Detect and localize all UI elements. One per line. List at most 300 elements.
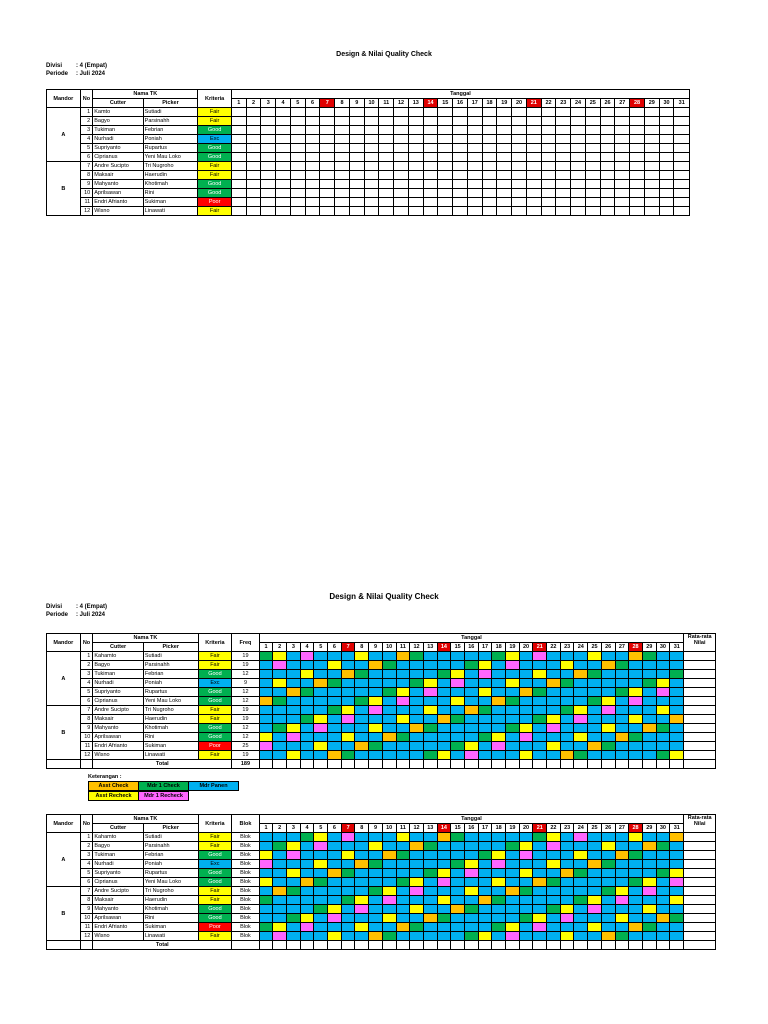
day-cell	[547, 851, 561, 860]
day-cell	[533, 860, 547, 869]
day-header-28: 28	[630, 99, 645, 108]
picker-cell: Parsinahh	[143, 842, 198, 851]
day-cell	[290, 117, 305, 126]
day-cell	[526, 189, 541, 198]
day-cell	[382, 932, 396, 941]
day-cell	[464, 742, 478, 751]
day-cell	[314, 670, 328, 679]
day-cell	[355, 688, 369, 697]
table-row	[47, 914, 716, 923]
day-cell	[533, 724, 547, 733]
day-cell	[438, 153, 453, 162]
day-cell	[328, 733, 342, 742]
picker-cell: Poniah	[143, 679, 198, 688]
day-cell	[526, 171, 541, 180]
rata-cell	[684, 833, 716, 842]
day-cell	[533, 688, 547, 697]
day-cell	[423, 670, 437, 679]
total-label: Total	[93, 760, 232, 769]
day-cell	[423, 869, 437, 878]
day-cell	[273, 742, 287, 751]
day-header-28: 28	[629, 824, 643, 833]
day-cell	[615, 108, 630, 117]
day-cell	[355, 706, 369, 715]
rata-cell	[684, 661, 716, 670]
day-cell	[335, 189, 350, 198]
day-cell	[656, 833, 670, 842]
cutter-header: Cutter	[93, 643, 144, 652]
day-cell	[497, 153, 512, 162]
day-cell	[560, 851, 574, 860]
day-cell	[300, 932, 314, 941]
day-cell	[519, 914, 533, 923]
day-cell	[320, 162, 335, 171]
header-row-bottom	[47, 643, 716, 652]
day-cell	[320, 135, 335, 144]
day-header-26: 26	[601, 643, 615, 652]
cutter-cell: Bagyo	[93, 117, 143, 126]
day-cell	[464, 842, 478, 851]
day-cell	[467, 144, 482, 153]
legend-item: Asst Recheck	[88, 791, 139, 801]
divisi-label: Divisi	[46, 604, 63, 610]
day-cell	[259, 869, 273, 878]
rata-cell	[684, 860, 716, 869]
legend-item: Mdr 1 Recheck	[138, 791, 189, 801]
day-cell	[453, 153, 468, 162]
day-cell	[571, 162, 586, 171]
day-cell	[533, 923, 547, 932]
day-cell	[273, 878, 287, 887]
day-cell	[674, 198, 690, 207]
day-header-27: 27	[615, 99, 630, 108]
cutter-cell: Wisno	[93, 751, 144, 760]
day-cell	[497, 189, 512, 198]
day-header-15: 15	[438, 99, 453, 108]
day-header-16: 16	[453, 99, 468, 108]
rata-cell	[684, 742, 716, 751]
day-cell	[629, 833, 643, 842]
day-cell	[379, 117, 394, 126]
day-cell	[560, 896, 574, 905]
day-cell	[410, 652, 424, 661]
day-cell	[231, 171, 246, 180]
kriteria-cell: Fair	[198, 751, 232, 760]
no-cell: 4	[80, 135, 93, 144]
rata-cell	[684, 706, 716, 715]
day-cell	[410, 742, 424, 751]
day-cell	[478, 860, 492, 869]
no-cell: 3	[80, 126, 93, 135]
day-cell	[526, 126, 541, 135]
day-cell	[560, 733, 574, 742]
day-cell	[478, 652, 492, 661]
day-cell	[630, 108, 645, 117]
day-cell	[438, 162, 453, 171]
day-cell	[519, 932, 533, 941]
day-cell	[305, 117, 320, 126]
day-header-17: 17	[478, 643, 492, 652]
day-cell	[273, 833, 287, 842]
day-cell	[670, 914, 684, 923]
day-cell	[506, 887, 520, 896]
day-cell	[574, 869, 588, 878]
day-cell	[674, 162, 690, 171]
cutter-cell: Ciprianus	[93, 878, 144, 887]
day-cell	[615, 117, 630, 126]
periode-value: : Juli 2024	[76, 71, 106, 77]
day-cell	[259, 652, 273, 661]
day-cell	[369, 896, 383, 905]
table-row	[47, 697, 716, 706]
day-header-21: 21	[526, 99, 541, 108]
day-cell	[659, 171, 674, 180]
day-header-22: 22	[547, 643, 561, 652]
day-cell	[328, 851, 342, 860]
rata-cell	[684, 941, 716, 950]
day-cell	[615, 742, 629, 751]
day-cell	[642, 869, 656, 878]
day-cell	[478, 733, 492, 742]
day-cell	[273, 697, 287, 706]
day-cell	[410, 860, 424, 869]
day-cell	[341, 923, 355, 932]
day-cell	[615, 941, 629, 950]
day-cell	[642, 833, 656, 842]
day-cell	[287, 905, 301, 914]
day-cell	[320, 198, 335, 207]
day-cell	[287, 715, 301, 724]
picker-cell: Rupartus	[143, 869, 198, 878]
kriteria-cell: Good	[198, 724, 232, 733]
day-cell	[601, 697, 615, 706]
rata-rata-header: Rata-rata Nilai	[684, 634, 716, 652]
day-cell	[519, 941, 533, 950]
day-cell	[423, 688, 437, 697]
day-cell	[273, 688, 287, 697]
day-cell	[314, 652, 328, 661]
blok-cell: Blok	[232, 833, 259, 842]
day-cell	[369, 878, 383, 887]
day-cell	[410, 661, 424, 670]
day-cell	[506, 905, 520, 914]
day-cell	[601, 742, 615, 751]
day-cell	[629, 851, 643, 860]
day-cell	[533, 652, 547, 661]
day-cell	[478, 896, 492, 905]
day-cell	[382, 661, 396, 670]
day-cell	[396, 715, 410, 724]
day-cell	[644, 108, 659, 117]
day-cell	[379, 126, 394, 135]
day-cell	[629, 760, 643, 769]
day-cell	[314, 941, 328, 950]
day-cell	[482, 108, 497, 117]
day-cell	[246, 117, 261, 126]
day-header-31: 31	[670, 643, 684, 652]
day-cell	[355, 932, 369, 941]
day-cell	[615, 905, 629, 914]
day-cell	[519, 733, 533, 742]
day-cell	[615, 162, 630, 171]
day-cell	[492, 760, 506, 769]
day-cell	[571, 108, 586, 117]
day-cell	[355, 661, 369, 670]
day-cell	[492, 914, 506, 923]
day-cell	[526, 180, 541, 189]
day-cell	[478, 842, 492, 851]
day-header-21: 21	[533, 824, 547, 833]
rata-cell	[684, 652, 716, 661]
day-cell	[526, 135, 541, 144]
kriteria-cell: Fair	[198, 932, 232, 941]
day-cell	[355, 896, 369, 905]
day-cell	[259, 923, 273, 932]
day-cell	[300, 670, 314, 679]
day-cell	[574, 932, 588, 941]
kriteria-cell: Fair	[198, 171, 232, 180]
day-cell	[574, 878, 588, 887]
day-cell	[290, 108, 305, 117]
day-cell	[276, 189, 291, 198]
rata-cell	[684, 914, 716, 923]
cutter-cell: Mahyanto	[93, 724, 144, 733]
day-cell	[423, 189, 438, 198]
day-cell	[328, 860, 342, 869]
day-cell	[437, 896, 451, 905]
day-cell	[314, 724, 328, 733]
day-cell	[519, 652, 533, 661]
day-cell	[585, 108, 600, 117]
day-cell	[246, 135, 261, 144]
freq-cell: 19	[232, 706, 259, 715]
day-cell	[541, 189, 556, 198]
day-cell	[588, 706, 602, 715]
table-row	[47, 932, 716, 941]
day-cell	[615, 869, 629, 878]
day-cell	[600, 153, 615, 162]
day-cell	[644, 144, 659, 153]
day-cell	[314, 932, 328, 941]
day-cell	[464, 715, 478, 724]
page-title-1: Design & Nilai Quality Check	[336, 51, 432, 58]
day-cell	[492, 842, 506, 851]
day-cell	[369, 661, 383, 670]
day-cell	[369, 706, 383, 715]
day-cell	[300, 869, 314, 878]
picker-cell: Rini	[143, 914, 198, 923]
day-cell	[320, 144, 335, 153]
blok-cell: Blok	[232, 869, 259, 878]
day-cell	[423, 751, 437, 760]
day-cell	[261, 126, 276, 135]
day-cell	[615, 706, 629, 715]
day-cell	[464, 688, 478, 697]
day-cell	[300, 878, 314, 887]
day-cell	[674, 153, 690, 162]
day-cell	[396, 905, 410, 914]
day-cell	[629, 679, 643, 688]
picker-cell: Parsinahh	[143, 117, 198, 126]
cutter-cell: Endri Afrianto	[93, 923, 144, 932]
day-cell	[335, 171, 350, 180]
day-cell	[560, 914, 574, 923]
day-cell	[601, 923, 615, 932]
day-cell	[506, 697, 520, 706]
day-cell	[478, 760, 492, 769]
no-cell: 5	[80, 688, 93, 697]
day-cell	[482, 171, 497, 180]
day-cell	[560, 860, 574, 869]
day-cell	[437, 733, 451, 742]
day-cell	[588, 715, 602, 724]
day-cell	[314, 905, 328, 914]
kriteria-cell: Exc	[198, 679, 232, 688]
day-cell	[547, 905, 561, 914]
table-row	[47, 117, 690, 126]
day-cell	[492, 652, 506, 661]
day-cell	[506, 724, 520, 733]
day-cell	[305, 135, 320, 144]
day-cell	[300, 751, 314, 760]
day-cell	[379, 207, 394, 216]
day-cell	[349, 153, 364, 162]
total-blank	[47, 760, 81, 769]
day-cell	[355, 923, 369, 932]
day-cell	[464, 869, 478, 878]
day-cell	[259, 860, 273, 869]
table-row	[47, 833, 716, 842]
total-blank	[80, 941, 93, 950]
day-cell	[423, 833, 437, 842]
day-cell	[305, 108, 320, 117]
day-header-12: 12	[410, 643, 424, 652]
day-cell	[355, 833, 369, 842]
kriteria-cell: Fair	[198, 117, 232, 126]
day-header-14: 14	[423, 99, 438, 108]
day-cell	[644, 180, 659, 189]
day-cell	[382, 751, 396, 760]
day-cell	[506, 878, 520, 887]
no-cell: 10	[80, 189, 93, 198]
day-cell	[601, 833, 615, 842]
day-header-19: 19	[506, 643, 520, 652]
day-cell	[423, 135, 438, 144]
kriteria-cell: Fair	[198, 715, 232, 724]
mandor-cell: B	[47, 162, 81, 216]
mandor-cell: A	[47, 833, 81, 887]
day-cell	[259, 760, 273, 769]
day-cell	[451, 652, 465, 661]
day-cell	[231, 135, 246, 144]
day-header-4: 4	[276, 99, 291, 108]
day-cell	[585, 189, 600, 198]
day-cell	[314, 751, 328, 760]
kriteria-cell: Good	[198, 153, 232, 162]
day-cell	[512, 180, 527, 189]
day-cell	[615, 914, 629, 923]
day-cell	[492, 661, 506, 670]
day-header-2: 2	[273, 824, 287, 833]
day-header-13: 13	[423, 824, 437, 833]
day-cell	[585, 207, 600, 216]
day-header-23: 23	[556, 99, 571, 108]
day-cell	[273, 914, 287, 923]
no-cell: 1	[80, 108, 93, 117]
day-cell	[364, 153, 379, 162]
day-cell	[519, 760, 533, 769]
day-cell	[674, 189, 690, 198]
day-cell	[259, 842, 273, 851]
day-cell	[335, 207, 350, 216]
day-cell	[382, 833, 396, 842]
kriteria-cell: Poor	[198, 923, 232, 932]
day-header-22: 22	[547, 824, 561, 833]
day-cell	[526, 162, 541, 171]
day-cell	[379, 162, 394, 171]
day-cell	[492, 706, 506, 715]
day-cell	[231, 189, 246, 198]
day-cell	[369, 742, 383, 751]
freq-cell: 19	[232, 715, 259, 724]
day-cell	[547, 652, 561, 661]
day-cell	[328, 905, 342, 914]
day-cell	[408, 189, 423, 198]
day-cell	[261, 189, 276, 198]
no-cell: 4	[80, 860, 93, 869]
day-cell	[547, 860, 561, 869]
day-cell	[506, 670, 520, 679]
day-cell	[629, 724, 643, 733]
kriteria-cell: Fair	[198, 896, 232, 905]
day-cell	[423, 706, 437, 715]
day-cell	[410, 878, 424, 887]
day-cell	[437, 679, 451, 688]
day-cell	[464, 887, 478, 896]
day-cell	[423, 760, 437, 769]
day-cell	[615, 144, 630, 153]
table-row	[47, 851, 716, 860]
day-cell	[451, 706, 465, 715]
day-cell	[438, 207, 453, 216]
day-cell	[300, 733, 314, 742]
day-cell	[451, 688, 465, 697]
day-cell	[453, 207, 468, 216]
day-cell	[574, 914, 588, 923]
day-cell	[396, 914, 410, 923]
day-cell	[574, 661, 588, 670]
day-cell	[600, 144, 615, 153]
day-cell	[659, 189, 674, 198]
day-cell	[355, 842, 369, 851]
day-cell	[305, 198, 320, 207]
day-cell	[259, 697, 273, 706]
cutter-cell: Andre Sucipto	[93, 162, 143, 171]
table-row	[47, 126, 690, 135]
day-header-3: 3	[261, 99, 276, 108]
day-cell	[290, 153, 305, 162]
day-cell	[560, 842, 574, 851]
day-cell	[328, 923, 342, 932]
day-cell	[533, 679, 547, 688]
day-cell	[588, 878, 602, 887]
day-cell	[574, 941, 588, 950]
day-cell	[497, 135, 512, 144]
day-cell	[328, 661, 342, 670]
day-cell	[382, 652, 396, 661]
day-cell	[506, 941, 520, 950]
day-cell	[437, 742, 451, 751]
